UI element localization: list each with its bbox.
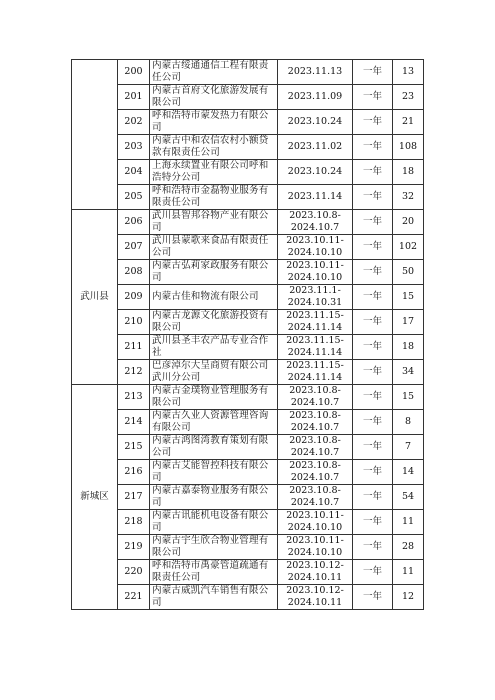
date-cell: 2023.10.8-2024.10.7 [278, 485, 353, 510]
company-name-cell: 武川县蒙歌来食品有限责任公司 [150, 235, 278, 260]
region-cell: 武川县 [72, 210, 118, 385]
date-cell: 2023.11.14 [278, 185, 353, 210]
period-cell: 一年 [353, 510, 393, 535]
table-row [72, 235, 424, 260]
date-cell: 2023.10.11-2024.10.10 [278, 510, 353, 535]
period-cell: 一年 [353, 110, 393, 135]
date-cell: 2023.11.15-2024.11.14 [278, 360, 353, 385]
serial-number-cell: 201 [118, 85, 150, 110]
count-cell: 18 [393, 335, 424, 360]
date-cell: 2023.11.15-2024.11.14 [278, 310, 353, 335]
count-cell: 12 [393, 585, 424, 610]
company-name-cell: 呼和浩特市禹豪管道疏通有限责任公司 [150, 560, 278, 585]
company-name-cell: 内蒙古久业人资源管理咨询有限公司 [150, 410, 278, 435]
table-body [72, 60, 424, 610]
period-cell: 一年 [353, 385, 393, 410]
count-cell: 50 [393, 260, 424, 285]
company-name-cell: 武川县圣丰农产品专业合作社 [150, 335, 278, 360]
serial-number-cell: 203 [118, 135, 150, 160]
company-name-cell: 内蒙古艾能智控科技有限公司 [150, 460, 278, 485]
count-cell: 18 [393, 160, 424, 185]
serial-number-cell: 221 [118, 585, 150, 610]
count-cell: 15 [393, 285, 424, 310]
company-name-cell: 内蒙古金璞物业管理服务有限公司 [150, 385, 278, 410]
company-name-cell: 内蒙古鸿图湾教育策划有限公司 [150, 435, 278, 460]
table-row [72, 160, 424, 185]
serial-number-cell: 217 [118, 485, 150, 510]
table-row [72, 560, 424, 585]
count-cell: 11 [393, 560, 424, 585]
company-name-cell: 巴彦淖尔大呈商贸有限公司武川分公司 [150, 360, 278, 385]
region-cell: 新城区 [72, 385, 118, 610]
serial-number-cell: 210 [118, 310, 150, 335]
company-name-cell: 呼和浩特市金磊物业服务有限责任公司 [150, 185, 278, 210]
company-name-cell: 内蒙古弘莉家政服务有限公司 [150, 260, 278, 285]
serial-number-cell: 205 [118, 185, 150, 210]
company-name-cell: 内蒙古首府文化旅游发展有限公司 [150, 85, 278, 110]
count-cell: 20 [393, 210, 424, 235]
company-name-cell: 内蒙古佳和物流有限公司 [150, 285, 278, 310]
period-cell: 一年 [353, 360, 393, 385]
serial-number-cell: 219 [118, 535, 150, 560]
table-row [72, 460, 424, 485]
serial-number-cell: 220 [118, 560, 150, 585]
company-name-cell: 内蒙古绥通通信工程有限责任公司 [150, 60, 278, 85]
count-cell: 23 [393, 85, 424, 110]
table-row [72, 510, 424, 535]
count-cell: 28 [393, 535, 424, 560]
table-row [72, 310, 424, 335]
serial-number-cell: 218 [118, 510, 150, 535]
serial-number-cell: 209 [118, 285, 150, 310]
serial-number-cell: 204 [118, 160, 150, 185]
date-cell: 2023.10.8-2024.10.7 [278, 410, 353, 435]
company-name-cell: 内蒙古中和农信农村小额贷款有限责任公司 [150, 135, 278, 160]
date-cell: 2023.11.09 [278, 85, 353, 110]
period-cell: 一年 [353, 585, 393, 610]
count-cell: 34 [393, 360, 424, 385]
table-row [72, 60, 424, 85]
period-cell: 一年 [353, 535, 393, 560]
period-cell: 一年 [353, 60, 393, 85]
serial-number-cell: 214 [118, 410, 150, 435]
count-cell: 13 [393, 60, 424, 85]
count-cell: 8 [393, 410, 424, 435]
table-row [72, 335, 424, 360]
period-cell: 一年 [353, 560, 393, 585]
serial-number-cell: 207 [118, 235, 150, 260]
count-cell: 7 [393, 435, 424, 460]
date-cell: 2023.10.8-2024.10.7 [278, 385, 353, 410]
company-name-cell: 武川县智邦谷物产业有限公司 [150, 210, 278, 235]
company-name-cell: 呼和浩特市蒙发热力有限公司 [150, 110, 278, 135]
date-cell: 2023.10.8-2024.10.7 [278, 210, 353, 235]
period-cell: 一年 [353, 310, 393, 335]
count-cell: 54 [393, 485, 424, 510]
company-name-cell: 内蒙古宇生欣合物业管理有限公司 [150, 535, 278, 560]
count-cell: 102 [393, 235, 424, 260]
count-cell: 15 [393, 385, 424, 410]
count-cell: 14 [393, 460, 424, 485]
period-cell: 一年 [353, 260, 393, 285]
count-cell: 17 [393, 310, 424, 335]
company-name-cell: 上海永续置业有限公司呼和浩特分公司 [150, 160, 278, 185]
period-cell: 一年 [353, 160, 393, 185]
date-cell: 2023.10.11-2024.10.10 [278, 535, 353, 560]
date-cell: 2023.11.13 [278, 60, 353, 85]
region-cell [72, 60, 118, 210]
period-cell: 一年 [353, 435, 393, 460]
period-cell: 一年 [353, 460, 393, 485]
date-cell: 2023.10.12-2024.10.11 [278, 560, 353, 585]
date-cell: 2023.10.24 [278, 160, 353, 185]
date-cell: 2023.10.8-2024.10.7 [278, 460, 353, 485]
date-cell: 2023.10.24 [278, 110, 353, 135]
period-cell: 一年 [353, 135, 393, 160]
table-row [72, 85, 424, 110]
date-cell: 2023.10.11-2024.10.10 [278, 235, 353, 260]
table-row [72, 435, 424, 460]
table-row [72, 110, 424, 135]
table-row [72, 210, 424, 235]
count-cell: 21 [393, 110, 424, 135]
date-cell: 2023.11.1-2024.10.31 [278, 285, 353, 310]
period-cell: 一年 [353, 85, 393, 110]
date-cell: 2023.11.02 [278, 135, 353, 160]
table-row [72, 410, 424, 435]
serial-number-cell: 202 [118, 110, 150, 135]
period-cell: 一年 [353, 235, 393, 260]
enterprise-table [71, 59, 424, 610]
serial-number-cell: 206 [118, 210, 150, 235]
table-row [72, 135, 424, 160]
period-cell: 一年 [353, 410, 393, 435]
date-cell: 2023.10.8-2024.10.7 [278, 435, 353, 460]
company-name-cell: 内蒙古嘉泰物业服务有限公司 [150, 485, 278, 510]
period-cell: 一年 [353, 485, 393, 510]
company-name-cell: 内蒙古龙源文化旅游投资有限公司 [150, 310, 278, 335]
table-row [72, 535, 424, 560]
period-cell: 一年 [353, 335, 393, 360]
date-cell: 2023.10.12-2024.10.11 [278, 585, 353, 610]
serial-number-cell: 213 [118, 385, 150, 410]
count-cell: 108 [393, 135, 424, 160]
table-row [72, 185, 424, 210]
period-cell: 一年 [353, 285, 393, 310]
period-cell: 一年 [353, 185, 393, 210]
count-cell: 11 [393, 510, 424, 535]
table-row [72, 285, 424, 310]
company-name-cell: 内蒙古威凯汽车销售有限公司 [150, 585, 278, 610]
serial-number-cell: 215 [118, 435, 150, 460]
company-name-cell: 内蒙古讯能机电设备有限公司 [150, 510, 278, 535]
period-cell: 一年 [353, 210, 393, 235]
serial-number-cell: 208 [118, 260, 150, 285]
table-row [72, 585, 424, 610]
serial-number-cell: 200 [118, 60, 150, 85]
date-cell: 2023.11.15-2024.11.14 [278, 335, 353, 360]
serial-number-cell: 211 [118, 335, 150, 360]
serial-number-cell: 212 [118, 360, 150, 385]
serial-number-cell: 216 [118, 460, 150, 485]
table-row [72, 485, 424, 510]
table-row [72, 360, 424, 385]
table-row [72, 385, 424, 410]
date-cell: 2023.10.11-2024.10.10 [278, 260, 353, 285]
table-row [72, 260, 424, 285]
count-cell: 32 [393, 185, 424, 210]
